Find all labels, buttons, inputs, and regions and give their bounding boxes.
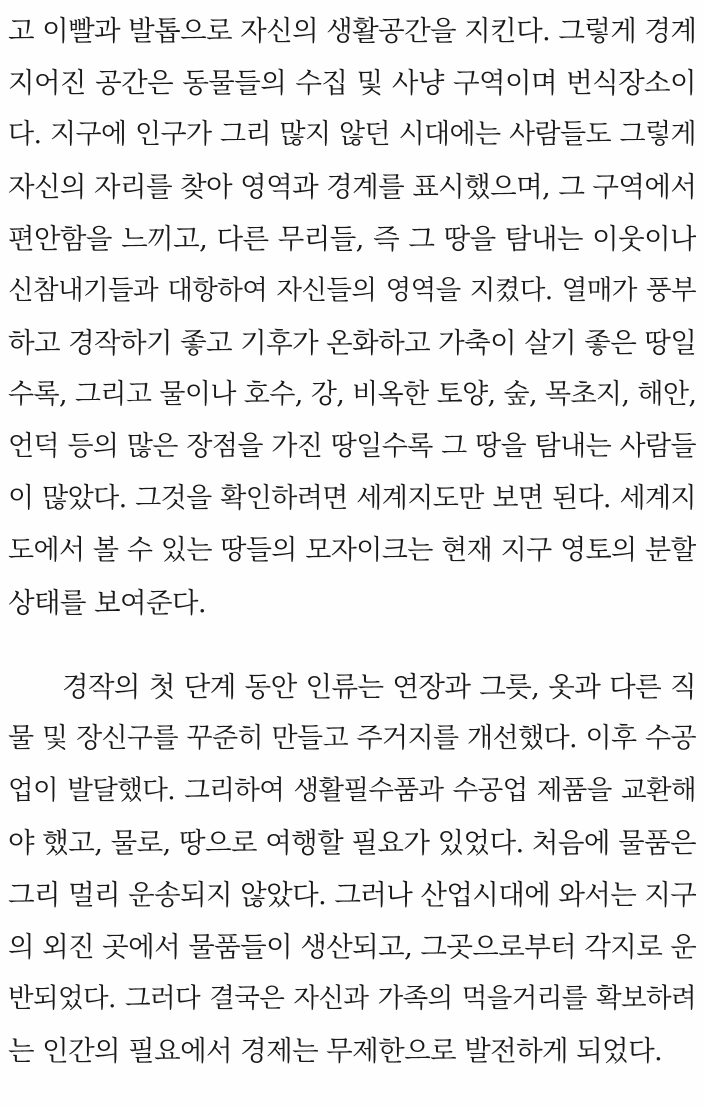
paragraph-2-line-3: 업이 발달했다. 그리하여 생활필수품과 수공업 제품을 교환해	[8, 775, 696, 806]
paragraph-1-line-3: 다. 지구에 인구가 그리 많지 않던 시대에는 사람들도 그렇게	[8, 119, 696, 150]
paragraph-1-line-7: 하고 경작하기 좋고 기후가 온화하고 가축이 살기 좋은 땅일	[8, 327, 696, 359]
paragraph-1-line-8: 수록, 그리고 물이나 호수, 강, 비옥한 토양, 숲, 목초지, 해안,	[8, 379, 696, 410]
paragraph-1-line-2: 지어진 공간은 동물들의 수집 및 사냥 구역이며 번식장소이	[8, 67, 696, 99]
paragraph-1-line-6: 신참내기들과 대항하여 자신들의 영역을 지켰다. 열매가 풍부	[8, 275, 696, 306]
paragraph-1-line-11: 도에서 볼 수 있는 땅들의 모자이크는 현재 지구 영토의 분할	[8, 535, 696, 566]
paragraph-1-line-10: 이 많았다. 그것을 확인하려면 세계지도만 보면 된다. 세계지	[8, 483, 696, 514]
paragraph-2-line-7: 반되었다. 그러다 결국은 자신과 가족의 먹을거리를 확보하려	[8, 983, 696, 1014]
paragraph-1-line-9: 언덕 등의 많은 장점을 가진 땅일수록 그 땅을 탐내는 사람들	[8, 431, 696, 462]
paragraph-2-line-4: 야 했고, 물로, 땅으로 여행할 필요가 있었다. 처음에 물품은	[8, 827, 696, 859]
paragraph-2-line-2: 물 및 장신구를 꾸준히 만들고 주거지를 개선했다. 이후 수공	[8, 723, 696, 754]
paragraph-2-line-8: 는 인간의 필요에서 경제는 무제한으로 발전하게 되었다.	[8, 1035, 663, 1067]
paragraph-1-line-5: 편안함을 느끼고, 다른 무리들, 즉 그 땅을 탐내는 이웃이나	[8, 223, 696, 255]
paragraph-1-line-12: 상태를 보여준다.	[8, 587, 207, 619]
paragraph-2-line-6: 의 외진 곳에서 물품들이 생산되고, 그곳으로부터 각지로 운	[8, 931, 696, 963]
paragraph-2-line-5: 그리 멀리 운송되지 않았다. 그러나 산업시대에 와서는 지구	[8, 879, 696, 911]
paragraph-1-line-4: 자신의 자리를 찾아 영역과 경계를 표시했으며, 그 구역에서	[8, 171, 696, 203]
paragraph-1-line-1: 고 이빨과 발톱으로 자신의 생활공간을 지킨다. 그렇게 경계	[8, 15, 696, 47]
paragraph-2-line-1: 경작의 첫 단계 동안 인류는 연장과 그릇, 옷과 다른 직	[62, 671, 696, 703]
